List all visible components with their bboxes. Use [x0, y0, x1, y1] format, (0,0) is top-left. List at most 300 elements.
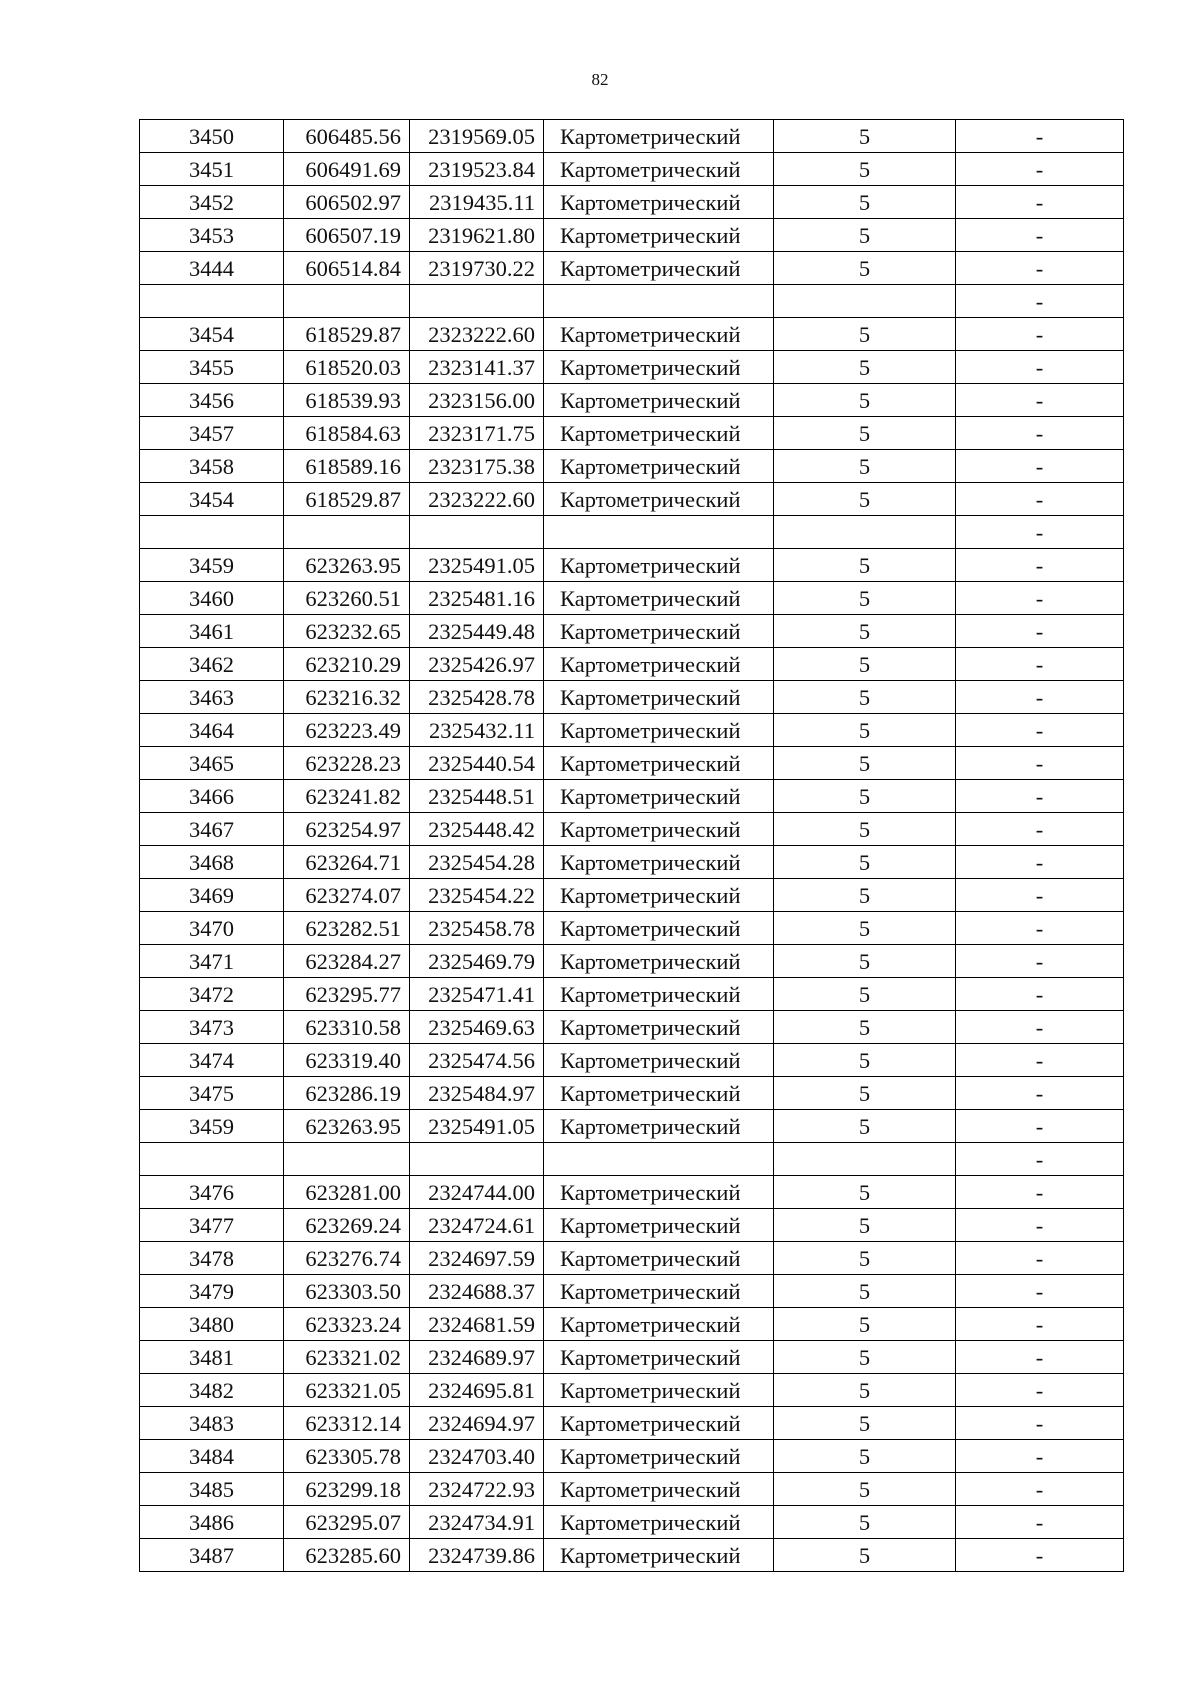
description-cell: - [956, 1242, 1124, 1275]
table-row [140, 1209, 1124, 1242]
y-coordinate-cell: 2325491.05 [410, 549, 544, 582]
description-cell: - [956, 1176, 1124, 1209]
table-row [140, 384, 1124, 417]
point-number-cell: 3460 [140, 582, 284, 615]
description-cell: - [956, 318, 1124, 351]
x-coordinate-cell: 618529.87 [284, 483, 410, 516]
accuracy-cell: 5 [774, 384, 956, 417]
accuracy-cell: 5 [774, 120, 956, 153]
method-cell: Картометрический [544, 648, 774, 681]
accuracy-cell: 5 [774, 813, 956, 846]
method-cell: Картометрический [544, 1242, 774, 1275]
table-row [140, 186, 1124, 219]
accuracy-cell: 5 [774, 846, 956, 879]
table-row [140, 450, 1124, 483]
description-cell: - [956, 945, 1124, 978]
x-coordinate-cell: 623263.95 [284, 549, 410, 582]
table-row [140, 813, 1124, 846]
y-coordinate-cell: 2325448.51 [410, 780, 544, 813]
description-cell: - [956, 1308, 1124, 1341]
point-number-cell: 3463 [140, 681, 284, 714]
table-row [140, 978, 1124, 1011]
accuracy-cell: 5 [774, 318, 956, 351]
description-cell: - [956, 1473, 1124, 1506]
x-coordinate-cell: 623305.78 [284, 1440, 410, 1473]
method-cell: Картометрический [544, 1473, 774, 1506]
point-number-cell: 3481 [140, 1341, 284, 1374]
table-row [140, 879, 1124, 912]
description-cell: - [956, 978, 1124, 1011]
method-cell: Картометрический [544, 1275, 774, 1308]
point-number-cell: 3458 [140, 450, 284, 483]
method-cell: Картометрический [544, 780, 774, 813]
description-cell: - [956, 1143, 1124, 1176]
table-row [140, 615, 1124, 648]
description-cell: - [956, 1407, 1124, 1440]
point-number-cell: 3453 [140, 219, 284, 252]
description-cell: - [956, 351, 1124, 384]
description-cell: - [956, 846, 1124, 879]
accuracy-cell: 5 [774, 549, 956, 582]
description-cell: - [956, 813, 1124, 846]
method-cell: Картометрический [544, 1077, 774, 1110]
point-number-cell: 3450 [140, 120, 284, 153]
description-cell: - [956, 780, 1124, 813]
table-row [140, 1242, 1124, 1275]
table-row [140, 1374, 1124, 1407]
x-coordinate-cell: 623274.07 [284, 879, 410, 912]
x-coordinate-cell: 623254.97 [284, 813, 410, 846]
x-coordinate-cell: 623223.49 [284, 714, 410, 747]
point-number-cell: 3476 [140, 1176, 284, 1209]
x-coordinate-cell: 623232.65 [284, 615, 410, 648]
accuracy-cell: 5 [774, 582, 956, 615]
point-number-cell: 3467 [140, 813, 284, 846]
x-coordinate-cell: 623321.05 [284, 1374, 410, 1407]
method-cell: Картометрический [544, 384, 774, 417]
description-cell: - [956, 1110, 1124, 1143]
x-coordinate-cell: 623295.77 [284, 978, 410, 1011]
point-number-cell: 3462 [140, 648, 284, 681]
method-cell: Картометрический [544, 1440, 774, 1473]
y-coordinate-cell: 2325481.16 [410, 582, 544, 615]
method-cell [544, 285, 774, 318]
method-cell: Картометрический [544, 714, 774, 747]
x-coordinate-cell: 623284.27 [284, 945, 410, 978]
point-number-cell: 3479 [140, 1275, 284, 1308]
table-row [140, 912, 1124, 945]
accuracy-cell [774, 285, 956, 318]
y-coordinate-cell: 2324695.81 [410, 1374, 544, 1407]
point-number-cell: 3483 [140, 1407, 284, 1440]
description-cell: - [956, 120, 1124, 153]
point-number-cell: 3477 [140, 1209, 284, 1242]
accuracy-cell [774, 1143, 956, 1176]
description-cell: - [956, 1539, 1124, 1572]
table-row [140, 1044, 1124, 1077]
y-coordinate-cell: 2324724.61 [410, 1209, 544, 1242]
method-cell: Картометрический [544, 351, 774, 384]
table-row [140, 1143, 1124, 1176]
y-coordinate-cell: 2323141.37 [410, 351, 544, 384]
y-coordinate-cell: 2323175.38 [410, 450, 544, 483]
x-coordinate-cell: 606514.84 [284, 252, 410, 285]
x-coordinate-cell: 623303.50 [284, 1275, 410, 1308]
accuracy-cell: 5 [774, 1341, 956, 1374]
point-number-cell: 3466 [140, 780, 284, 813]
coordinates-table-body [140, 120, 1124, 1572]
y-coordinate-cell: 2323171.75 [410, 417, 544, 450]
point-number-cell: 3459 [140, 1110, 284, 1143]
x-coordinate-cell: 623285.60 [284, 1539, 410, 1572]
description-cell: - [956, 549, 1124, 582]
x-coordinate-cell: 623312.14 [284, 1407, 410, 1440]
y-coordinate-cell: 2325474.56 [410, 1044, 544, 1077]
y-coordinate-cell: 2319730.22 [410, 252, 544, 285]
method-cell: Картометрический [544, 1044, 774, 1077]
method-cell: Картометрический [544, 1209, 774, 1242]
accuracy-cell: 5 [774, 1473, 956, 1506]
x-coordinate-cell: 623276.74 [284, 1242, 410, 1275]
x-coordinate-cell: 606502.97 [284, 186, 410, 219]
method-cell: Картометрический [544, 153, 774, 186]
table-row [140, 1473, 1124, 1506]
accuracy-cell: 5 [774, 1407, 956, 1440]
table-row [140, 351, 1124, 384]
table-row [140, 1077, 1124, 1110]
x-coordinate-cell: 623299.18 [284, 1473, 410, 1506]
description-cell: - [956, 285, 1124, 318]
accuracy-cell [774, 516, 956, 549]
method-cell: Картометрический [544, 417, 774, 450]
description-cell: - [956, 219, 1124, 252]
method-cell: Картометрический [544, 747, 774, 780]
y-coordinate-cell: 2323222.60 [410, 483, 544, 516]
x-coordinate-cell: 623228.23 [284, 747, 410, 780]
point-number-cell: 3444 [140, 252, 284, 285]
x-coordinate-cell: 623260.51 [284, 582, 410, 615]
y-coordinate-cell: 2325449.48 [410, 615, 544, 648]
y-coordinate-cell: 2319621.80 [410, 219, 544, 252]
description-cell: - [956, 450, 1124, 483]
x-coordinate-cell: 606507.19 [284, 219, 410, 252]
accuracy-cell: 5 [774, 1011, 956, 1044]
description-cell: - [956, 252, 1124, 285]
accuracy-cell: 5 [774, 483, 956, 516]
y-coordinate-cell: 2325454.28 [410, 846, 544, 879]
y-coordinate-cell: 2323156.00 [410, 384, 544, 417]
accuracy-cell: 5 [774, 1242, 956, 1275]
method-cell: Картометрический [544, 978, 774, 1011]
method-cell: Картометрический [544, 813, 774, 846]
point-number-cell: 3469 [140, 879, 284, 912]
y-coordinate-cell: 2325458.78 [410, 912, 544, 945]
description-cell: - [956, 384, 1124, 417]
accuracy-cell: 5 [774, 1176, 956, 1209]
point-number-cell: 3454 [140, 483, 284, 516]
table-row [140, 417, 1124, 450]
description-cell: - [956, 417, 1124, 450]
y-coordinate-cell: 2324694.97 [410, 1407, 544, 1440]
accuracy-cell: 5 [774, 615, 956, 648]
accuracy-cell: 5 [774, 945, 956, 978]
x-coordinate-cell: 623323.24 [284, 1308, 410, 1341]
description-cell: - [956, 186, 1124, 219]
accuracy-cell: 5 [774, 912, 956, 945]
point-number-cell: 3455 [140, 351, 284, 384]
description-cell: - [956, 615, 1124, 648]
table-row [140, 1539, 1124, 1572]
page-number: 82 [591, 70, 609, 89]
description-cell: - [956, 1209, 1124, 1242]
point-number-cell: 3475 [140, 1077, 284, 1110]
method-cell: Картометрический [544, 879, 774, 912]
y-coordinate-cell: 2324739.86 [410, 1539, 544, 1572]
table-row [140, 219, 1124, 252]
x-coordinate-cell: 606491.69 [284, 153, 410, 186]
accuracy-cell: 5 [774, 1539, 956, 1572]
point-number-cell: 3484 [140, 1440, 284, 1473]
y-coordinate-cell: 2319569.05 [410, 120, 544, 153]
point-number-cell: 3478 [140, 1242, 284, 1275]
point-number-cell: 3480 [140, 1308, 284, 1341]
accuracy-cell: 5 [774, 450, 956, 483]
table-row [140, 516, 1124, 549]
accuracy-cell: 5 [774, 1308, 956, 1341]
x-coordinate-cell: 618520.03 [284, 351, 410, 384]
point-number-cell: 3461 [140, 615, 284, 648]
y-coordinate-cell: 2324681.59 [410, 1308, 544, 1341]
y-coordinate-cell [410, 1143, 544, 1176]
method-cell: Картометрический [544, 483, 774, 516]
table-row [140, 1176, 1124, 1209]
method-cell: Картометрический [544, 1407, 774, 1440]
table-row [140, 747, 1124, 780]
y-coordinate-cell: 2325471.41 [410, 978, 544, 1011]
table-row [140, 945, 1124, 978]
x-coordinate-cell: 623264.71 [284, 846, 410, 879]
method-cell: Картометрический [544, 549, 774, 582]
point-number-cell: 3465 [140, 747, 284, 780]
point-number-cell: 3485 [140, 1473, 284, 1506]
description-cell: - [956, 1374, 1124, 1407]
method-cell: Картометрический [544, 681, 774, 714]
table-row [140, 1275, 1124, 1308]
point-number-cell: 3472 [140, 978, 284, 1011]
y-coordinate-cell: 2325484.97 [410, 1077, 544, 1110]
table-row [140, 1011, 1124, 1044]
description-cell: - [956, 1275, 1124, 1308]
accuracy-cell: 5 [774, 1209, 956, 1242]
table-row [140, 1407, 1124, 1440]
table-row [140, 153, 1124, 186]
accuracy-cell: 5 [774, 1110, 956, 1143]
table-row [140, 681, 1124, 714]
x-coordinate-cell: 623210.29 [284, 648, 410, 681]
method-cell: Картометрический [544, 120, 774, 153]
accuracy-cell: 5 [774, 186, 956, 219]
point-number-cell: 3470 [140, 912, 284, 945]
accuracy-cell: 5 [774, 747, 956, 780]
y-coordinate-cell: 2325469.79 [410, 945, 544, 978]
accuracy-cell: 5 [774, 879, 956, 912]
method-cell: Картометрический [544, 1011, 774, 1044]
y-coordinate-cell: 2319435.11 [410, 186, 544, 219]
x-coordinate-cell: 623269.24 [284, 1209, 410, 1242]
description-cell: - [956, 516, 1124, 549]
y-coordinate-cell: 2324697.59 [410, 1242, 544, 1275]
description-cell: - [956, 1044, 1124, 1077]
description-cell: - [956, 1506, 1124, 1539]
x-coordinate-cell [284, 516, 410, 549]
y-coordinate-cell: 2324722.93 [410, 1473, 544, 1506]
coordinates-table [139, 119, 1124, 1572]
table-row [140, 582, 1124, 615]
point-number-cell: 3452 [140, 186, 284, 219]
y-coordinate-cell: 2325469.63 [410, 1011, 544, 1044]
point-number-cell [140, 285, 284, 318]
accuracy-cell: 5 [774, 252, 956, 285]
accuracy-cell: 5 [774, 219, 956, 252]
y-coordinate-cell: 2325448.42 [410, 813, 544, 846]
table-row [140, 483, 1124, 516]
point-number-cell: 3487 [140, 1539, 284, 1572]
x-coordinate-cell: 623282.51 [284, 912, 410, 945]
x-coordinate-cell [284, 285, 410, 318]
method-cell: Картометрический [544, 318, 774, 351]
point-number-cell: 3486 [140, 1506, 284, 1539]
description-cell: - [956, 153, 1124, 186]
method-cell: Картометрический [544, 1506, 774, 1539]
method-cell: Картометрический [544, 945, 774, 978]
accuracy-cell: 5 [774, 1374, 956, 1407]
method-cell: Картометрический [544, 1539, 774, 1572]
method-cell: Картометрический [544, 846, 774, 879]
y-coordinate-cell: 2324689.97 [410, 1341, 544, 1374]
x-coordinate-cell: 623263.95 [284, 1110, 410, 1143]
method-cell: Картометрический [544, 1374, 774, 1407]
description-cell: - [956, 648, 1124, 681]
y-coordinate-cell: 2324703.40 [410, 1440, 544, 1473]
y-coordinate-cell: 2325440.54 [410, 747, 544, 780]
table-row [140, 252, 1124, 285]
table-row [140, 120, 1124, 153]
method-cell: Картометрический [544, 1176, 774, 1209]
accuracy-cell: 5 [774, 153, 956, 186]
accuracy-cell: 5 [774, 1275, 956, 1308]
point-number-cell: 3473 [140, 1011, 284, 1044]
x-coordinate-cell: 618589.16 [284, 450, 410, 483]
description-cell: - [956, 912, 1124, 945]
x-coordinate-cell: 623295.07 [284, 1506, 410, 1539]
accuracy-cell: 5 [774, 351, 956, 384]
y-coordinate-cell: 2325454.22 [410, 879, 544, 912]
description-cell: - [956, 714, 1124, 747]
accuracy-cell: 5 [774, 681, 956, 714]
table-row [140, 648, 1124, 681]
point-number-cell: 3451 [140, 153, 284, 186]
method-cell: Картометрический [544, 219, 774, 252]
y-coordinate-cell: 2325426.97 [410, 648, 544, 681]
point-number-cell: 3454 [140, 318, 284, 351]
method-cell: Картометрический [544, 1341, 774, 1374]
accuracy-cell: 5 [774, 417, 956, 450]
x-coordinate-cell: 606485.56 [284, 120, 410, 153]
description-cell: - [956, 1341, 1124, 1374]
accuracy-cell: 5 [774, 1506, 956, 1539]
method-cell: Картометрический [544, 1110, 774, 1143]
table-row [140, 1440, 1124, 1473]
table-row [140, 714, 1124, 747]
y-coordinate-cell: 2325428.78 [410, 681, 544, 714]
method-cell: Картометрический [544, 615, 774, 648]
y-coordinate-cell [410, 285, 544, 318]
accuracy-cell: 5 [774, 714, 956, 747]
point-number-cell [140, 1143, 284, 1176]
table-row [140, 1341, 1124, 1374]
description-cell: - [956, 1011, 1124, 1044]
x-coordinate-cell: 623241.82 [284, 780, 410, 813]
x-coordinate-cell: 623310.58 [284, 1011, 410, 1044]
y-coordinate-cell: 2323222.60 [410, 318, 544, 351]
method-cell: Картометрический [544, 912, 774, 945]
description-cell: - [956, 681, 1124, 714]
x-coordinate-cell [284, 1143, 410, 1176]
x-coordinate-cell: 623319.40 [284, 1044, 410, 1077]
table-row [140, 846, 1124, 879]
method-cell: Картометрический [544, 252, 774, 285]
description-cell: - [956, 1440, 1124, 1473]
point-number-cell: 3464 [140, 714, 284, 747]
accuracy-cell: 5 [774, 780, 956, 813]
x-coordinate-cell: 618584.63 [284, 417, 410, 450]
method-cell: Картометрический [544, 582, 774, 615]
method-cell [544, 1143, 774, 1176]
x-coordinate-cell: 623286.19 [284, 1077, 410, 1110]
y-coordinate-cell: 2324744.00 [410, 1176, 544, 1209]
method-cell: Картометрический [544, 186, 774, 219]
point-number-cell: 3471 [140, 945, 284, 978]
table-row [140, 1308, 1124, 1341]
point-number-cell [140, 516, 284, 549]
x-coordinate-cell: 623281.00 [284, 1176, 410, 1209]
x-coordinate-cell: 618539.93 [284, 384, 410, 417]
table-row [140, 318, 1124, 351]
accuracy-cell: 5 [774, 1077, 956, 1110]
y-coordinate-cell: 2325491.05 [410, 1110, 544, 1143]
method-cell: Картометрический [544, 1308, 774, 1341]
description-cell: - [956, 483, 1124, 516]
description-cell: - [956, 1077, 1124, 1110]
table-row [140, 549, 1124, 582]
description-cell: - [956, 879, 1124, 912]
y-coordinate-cell: 2324734.91 [410, 1506, 544, 1539]
accuracy-cell: 5 [774, 978, 956, 1011]
y-coordinate-cell: 2324688.37 [410, 1275, 544, 1308]
description-cell: - [956, 582, 1124, 615]
y-coordinate-cell: 2325432.11 [410, 714, 544, 747]
x-coordinate-cell: 618529.87 [284, 318, 410, 351]
method-cell [544, 516, 774, 549]
accuracy-cell: 5 [774, 1440, 956, 1473]
point-number-cell: 3474 [140, 1044, 284, 1077]
point-number-cell: 3468 [140, 846, 284, 879]
table-row [140, 285, 1124, 318]
y-coordinate-cell: 2319523.84 [410, 153, 544, 186]
method-cell: Картометрический [544, 450, 774, 483]
table-row [140, 780, 1124, 813]
table-row [140, 1506, 1124, 1539]
